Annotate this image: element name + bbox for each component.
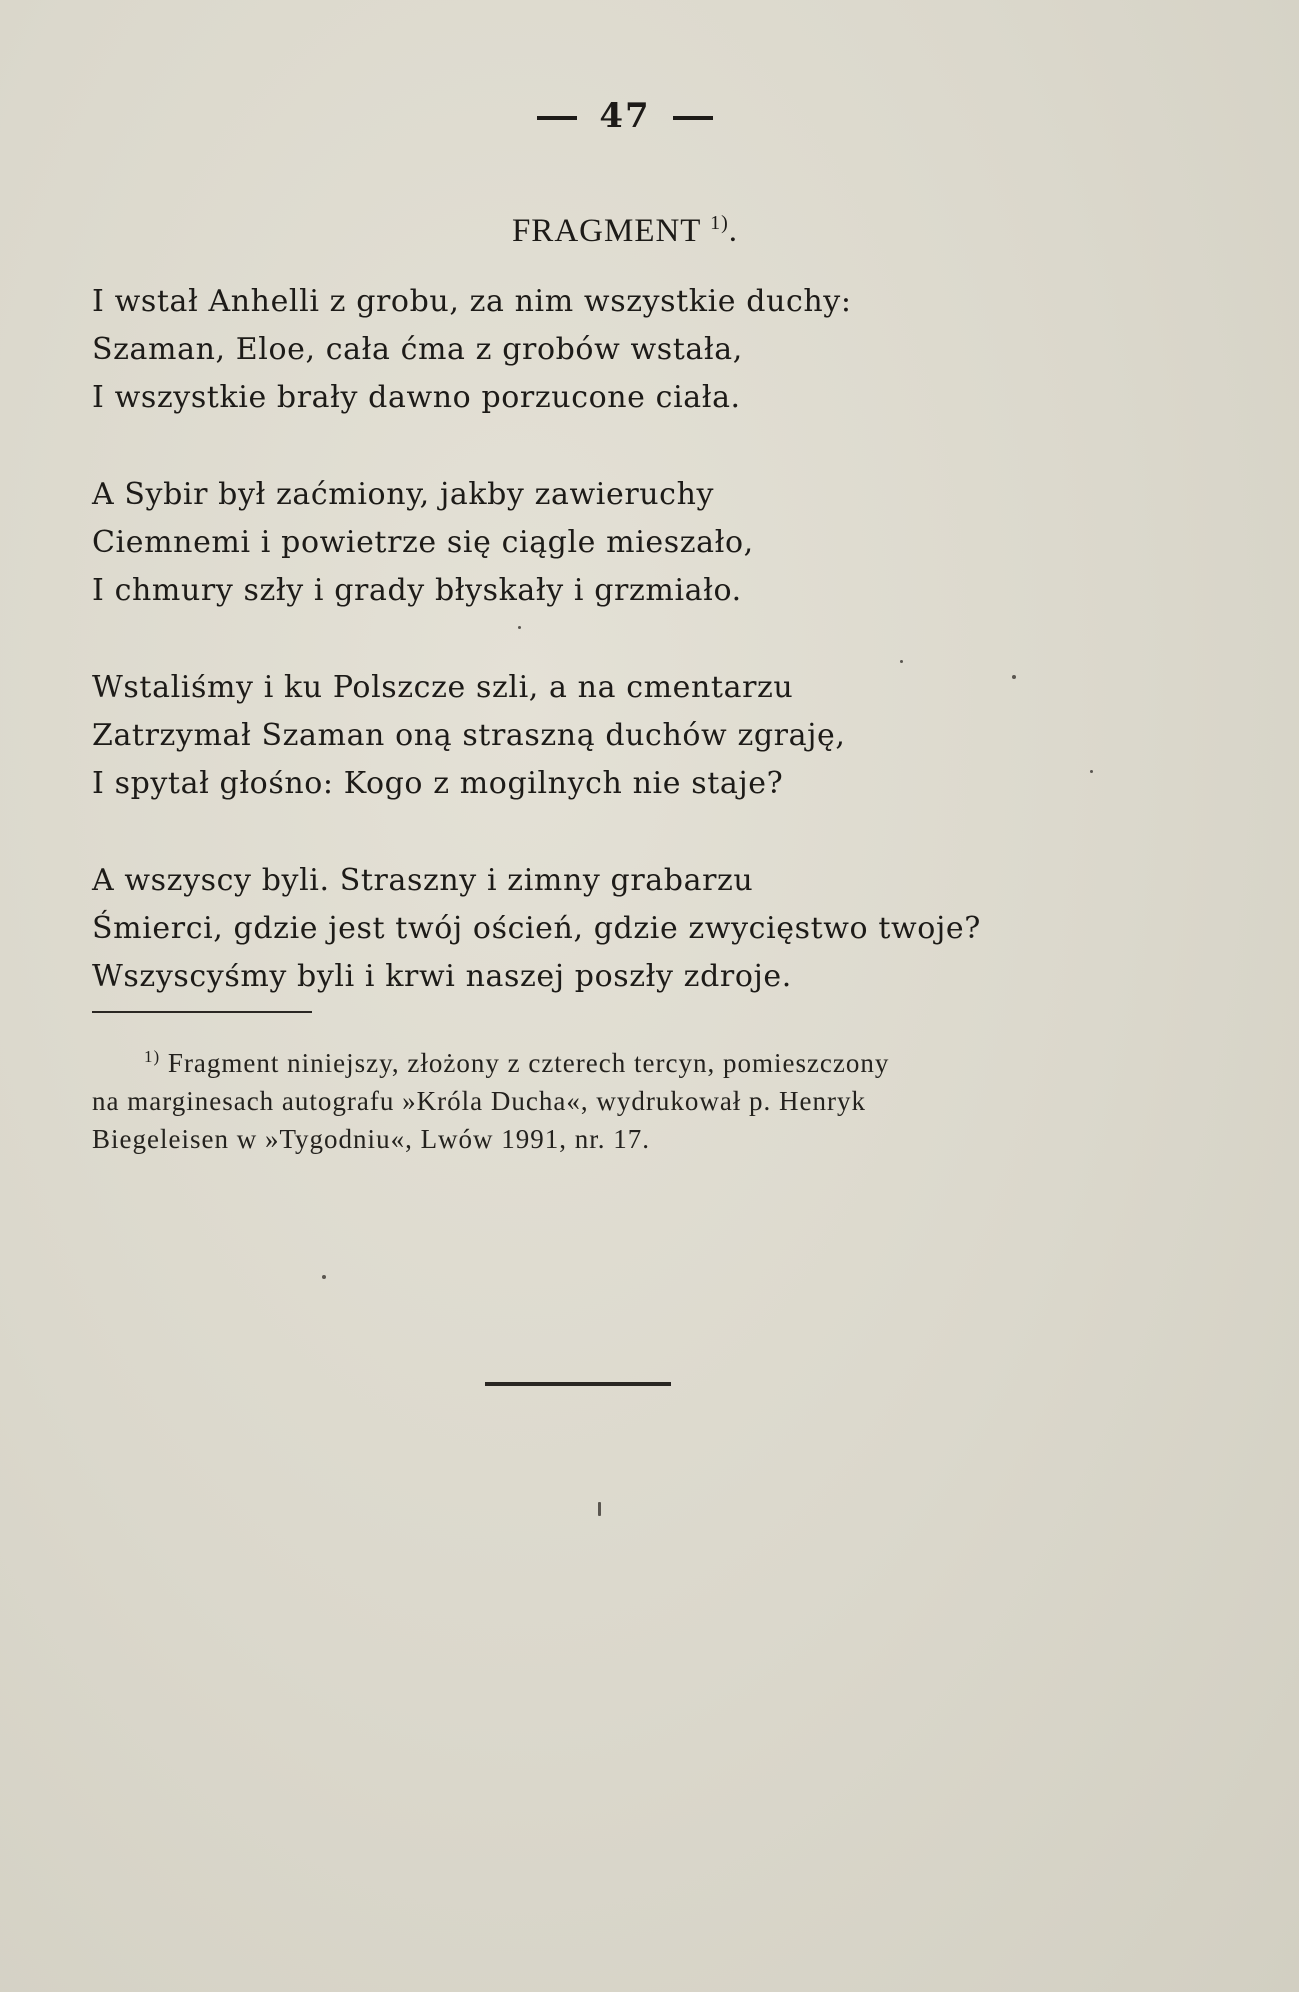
stanza-1 <box>92 278 1152 422</box>
page-number <box>0 96 1250 136</box>
poem-title-text: FRAGMENT <box>511 213 701 249</box>
verse-line: I wstał Anhelli z grobu, za nim wszystkie duchy: <box>92 284 852 319</box>
stanza-3 <box>92 664 1152 808</box>
paper-speck <box>518 626 521 629</box>
verse-line: A wszyscy byli. Straszny i zimny grabarzu <box>92 863 754 898</box>
footnote <box>92 1038 1112 1158</box>
paper-speck <box>322 1275 326 1279</box>
paper-speck <box>1012 675 1016 679</box>
verse-line: Śmierci, gdzie jest twój oścień, gdzie zwycięstwo twoje? <box>92 911 981 946</box>
stanza-2 <box>92 471 1152 615</box>
footnote-line: Biegeleisen w »Tygodniu«, Lwów 1991, nr. 17. <box>92 1124 651 1154</box>
paper-speck <box>598 1502 601 1516</box>
poem-title <box>0 212 1250 250</box>
verse-line: Zatrzymał Szaman oną straszną duchów zgraję, <box>92 718 846 753</box>
footnote-line <box>92 1038 1112 1082</box>
paper-speck <box>1090 770 1093 773</box>
verse-line: I spytał głośno: Kogo z mogilnych nie staje? <box>92 766 784 801</box>
end-rule <box>485 1382 671 1386</box>
footnote-reference: 1) <box>710 212 729 234</box>
page-number-text: 47 <box>599 96 651 136</box>
poem-title-period: . <box>728 213 739 249</box>
paper-speck <box>900 660 903 663</box>
verse-line: Szaman, Eloe, cała ćma z grobów wstała, <box>92 332 743 367</box>
dash-right <box>673 116 713 120</box>
verse-line: Wszyscyśmy byli i krwi naszej poszły zdroje. <box>92 959 792 994</box>
stanza-4 <box>92 857 1152 1001</box>
verse-line: Wstaliśmy i ku Polszcze szli, a na cmentarzu <box>92 670 794 705</box>
footnote-marker: 1) <box>144 1047 161 1066</box>
footnote-line: na marginesach autografu »Króla Ducha«, wydrukował p. Henryk <box>92 1086 867 1116</box>
verse-line: I chmury szły i grady błyskały i grzmiało. <box>92 573 742 608</box>
footnote-text: Fragment niniejszy, złożony z czterech tercyn, pomieszczony <box>167 1048 890 1078</box>
dash-left <box>537 116 577 120</box>
verse-line: A Sybir był zaćmiony, jakby zawieruchy <box>92 477 715 512</box>
footnote-separator <box>92 1011 312 1013</box>
verse-line: Ciemnemi i powietrze się ciągle mieszało, <box>92 525 754 560</box>
poem-body <box>92 278 1152 1050</box>
verse-line: I wszystkie brały dawno porzucone ciała. <box>92 380 741 415</box>
